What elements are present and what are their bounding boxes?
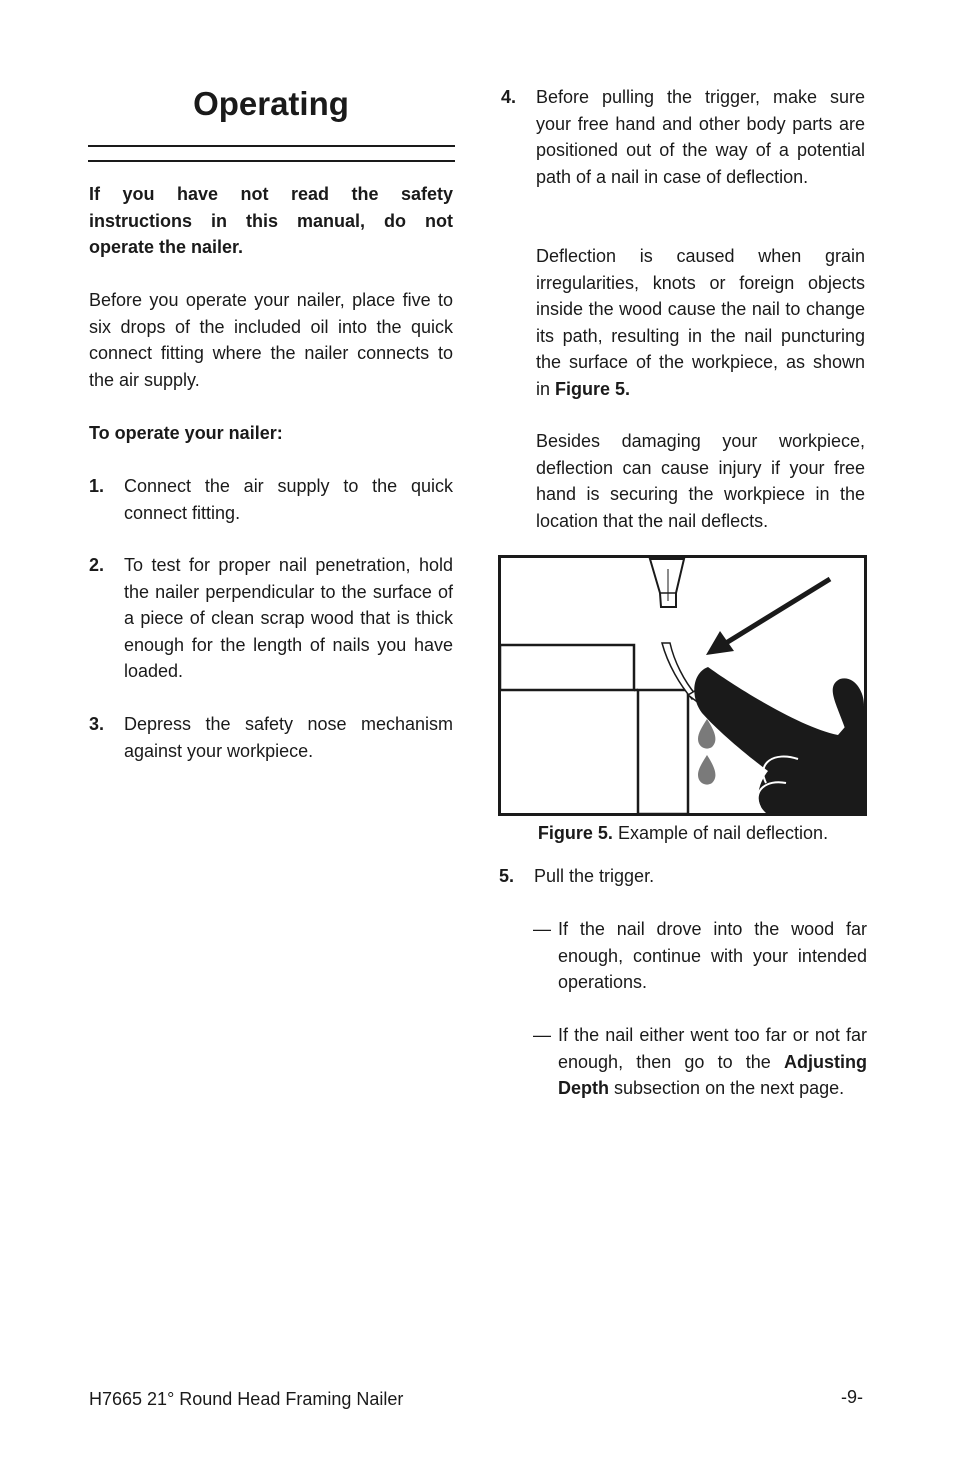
page-number: -9- bbox=[841, 1387, 863, 1407]
step-3-number: 3. bbox=[89, 714, 105, 734]
bullet-2-text bbox=[558, 1022, 867, 1102]
bullet-dash: — bbox=[533, 919, 551, 939]
step-5-text: Pull the trigger. bbox=[534, 866, 655, 886]
title-rule-bottom bbox=[88, 160, 455, 162]
step-2-text: To test for proper nail penetration, hold the nailer perpendicular to the surface of a piece of clean scrap wood that is thick enough for the length of nails you have loaded. bbox=[124, 555, 453, 682]
bullet-2-after: subsection on the next page. bbox=[614, 1078, 845, 1099]
bullet-2-before: If the nail either went too far or not far enough, then go to the bbox=[558, 1025, 867, 1072]
step-1-number: 1. bbox=[89, 476, 105, 496]
figure-label: Figure 5. bbox=[537, 823, 613, 843]
page-title: Operating bbox=[193, 85, 349, 122]
figure-caption bbox=[498, 820, 868, 846]
title-rule-top bbox=[88, 145, 455, 147]
step-1-text: Connect the air supply to the quick connect fitting. bbox=[124, 476, 453, 523]
step-2-number: 2. bbox=[89, 555, 105, 575]
figure-reference: Figure 5. bbox=[555, 378, 631, 399]
deflection-figure bbox=[498, 555, 868, 817]
step-3-text: Depress the safety nose mechanism against your workpiece. bbox=[124, 714, 453, 761]
safety-warning: If you have not read the safety instructions in this manual, do not operate the nailer. bbox=[89, 184, 453, 258]
bullet-dash: — bbox=[533, 1025, 551, 1045]
step-4-text: Before pulling the trigger, make sure your free hand and other body parts are positioned out of the way of a potential path of a nail in case of deflection. bbox=[536, 87, 865, 187]
deflection-paragraph bbox=[536, 243, 865, 403]
upper-board bbox=[500, 645, 634, 690]
deflection-text: Deflection is caused when grain irregularities, knots or foreign objects inside the wood cause the nail to change its path, resulting in the nail puncturing the surface of the workpiece, as shown in bbox=[536, 246, 865, 399]
footer-model: H7665 21° Round Head Framing Nailer bbox=[89, 1389, 404, 1409]
step-5-number: 5. bbox=[499, 866, 515, 886]
adjusting-depth-reference: Adjusting Depth bbox=[558, 1051, 867, 1099]
figure-caption-text: Example of nail deflection. bbox=[617, 823, 829, 843]
lower-board bbox=[638, 690, 688, 814]
injury-paragraph: Besides damaging your workpiece, deflection can cause injury if your free hand is securing the workpiece in the location that the nail deflects. bbox=[536, 431, 865, 531]
intro-paragraph: Before you operate your nailer, place five to six drops of the included oil into the quick connect fitting where the nailer connects to the air supply. bbox=[89, 290, 453, 390]
step-4-number: 4. bbox=[501, 87, 517, 107]
operate-heading: To operate your nailer: bbox=[89, 423, 283, 443]
bullet-1-text: If the nail drove into the wood far enough, continue with your intended operations. bbox=[558, 919, 867, 993]
